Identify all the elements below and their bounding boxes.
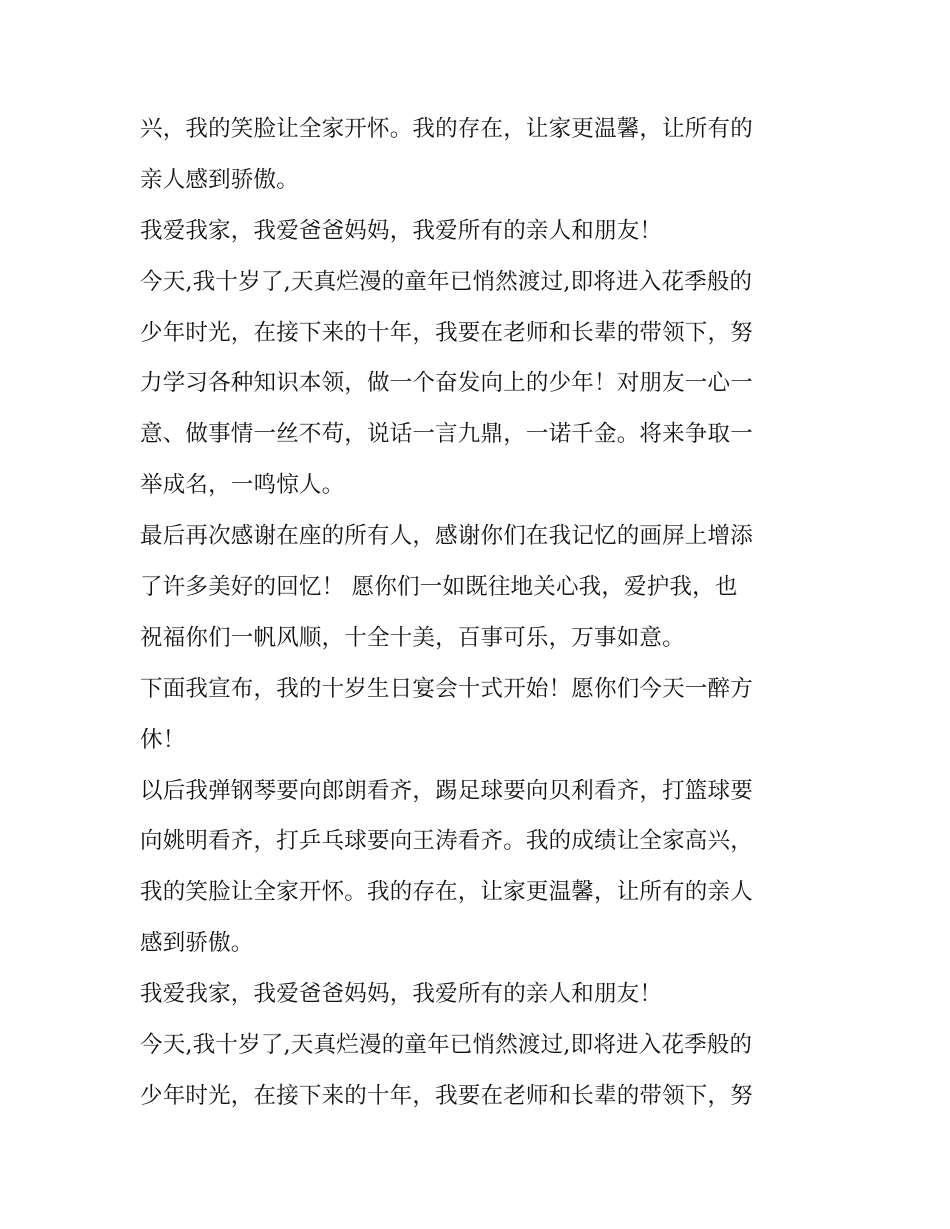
text-line: 亲人感到骄傲。 <box>140 166 299 193</box>
text-line: 意、做事情一丝不苟，说话一言九鼎，一诺千金。将来争取一 <box>140 421 753 448</box>
text-line: 祝福你们一帆风顺，十全十美，百事可乐，万事如意。 <box>140 624 685 651</box>
text-line: 今天,我十岁了,天真烂漫的童年已悄然渡过,即将进入花季般的 <box>140 1032 753 1059</box>
text-line: 向姚明看齐，打乒乓球要向王涛看齐。我的成绩让全家高兴， <box>140 828 753 855</box>
text-line: 今天,我十岁了,天真烂漫的童年已悄然渡过,即将进入花季般的 <box>140 268 753 295</box>
text-line: 少年时光，在接下来的十年，我要在老师和长辈的带领下，努 <box>140 1082 753 1109</box>
text-line: 最后再次感谢在座的所有人，感谢你们在我记忆的画屏上增添 <box>140 523 753 550</box>
text-line: 我爱我家，我爱爸爸妈妈，我爱所有的亲人和朋友！ <box>140 981 663 1008</box>
text-line: 休！ <box>140 726 186 753</box>
text-line: 下面我宣布，我的十岁生日宴会十式开始！愿你们今天一醉方 <box>140 675 753 702</box>
text-line: 少年时光，在接下来的十年，我要在老师和长辈的带领下，努 <box>140 319 753 346</box>
text-line: 我的笑脸让全家开怀。我的存在，让家更温馨，让所有的亲人 <box>140 879 753 906</box>
text-line: 力学习各种知识本领，做一个奋发向上的少年！对朋友一心一 <box>140 370 753 397</box>
text-line: 以后我弹钢琴要向郎朗看齐，踢足球要向贝利看齐，打篮球要 <box>140 777 753 804</box>
document-body <box>140 104 820 1122</box>
text-line: 感到骄傲。 <box>140 930 254 957</box>
text-line: 兴，我的笑脸让全家开怀。我的存在，让家更温馨，让所有的 <box>140 116 753 142</box>
text-line: 举成名，一鸣惊人。 <box>140 472 345 499</box>
text-line: 了许多美好的回忆！ 愿你们一如既往地关心我，爱护我，也 <box>140 574 738 601</box>
text-line: 我爱我家，我爱爸爸妈妈，我爱所有的亲人和朋友！ <box>140 217 663 244</box>
